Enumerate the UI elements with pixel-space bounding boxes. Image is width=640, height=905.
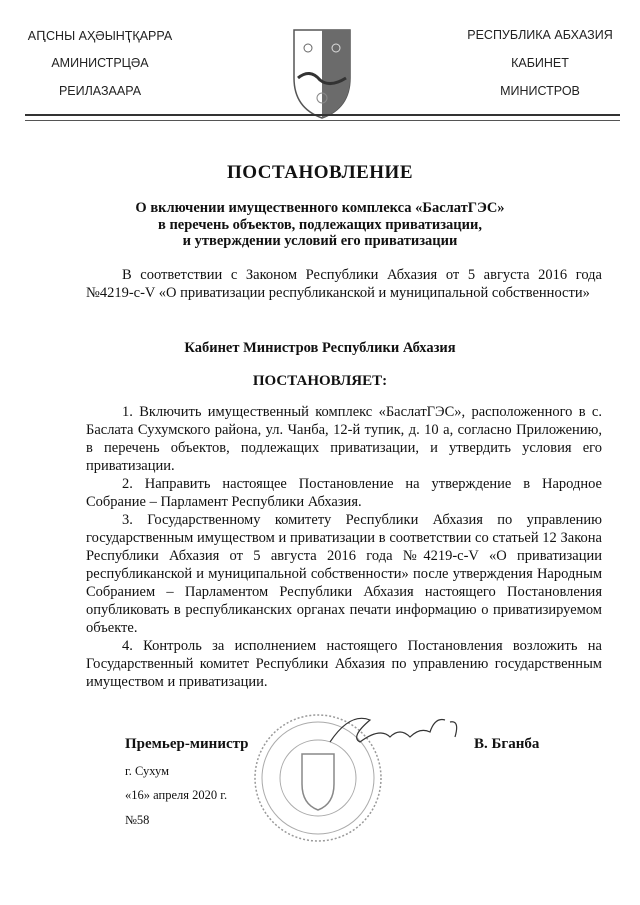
coat-of-arms-icon xyxy=(290,28,354,120)
header-right-line: РЕСПУБЛИКА АБХАЗИЯ xyxy=(467,28,613,42)
issuer: Кабинет Министров Республики Абхазия xyxy=(184,340,456,356)
header-right-line: КАБИНЕТ xyxy=(511,56,569,70)
issue-city: г. Сухум xyxy=(125,764,170,778)
header-left xyxy=(0,28,200,112)
preamble xyxy=(86,266,602,302)
document-number: №58 xyxy=(125,813,150,827)
header-right-line: МИНИСТРОВ xyxy=(500,84,580,98)
header-left-line: АМИНИСТРЦӘА xyxy=(51,56,149,70)
resolves-heading: ПОСТАНОВЛЯЕТ: xyxy=(252,373,388,389)
resolution-item: 3. Государственному комитету Республики Абхазия по управлению государственным имуществом и приватизации в соответствии со статьей 12 Закона Республики Абхазия от 5 августа 2016 года №4219-с-V «О приватизации республиканской и муниципальной собственности» после утверждения Народным Собранием – Парламентом Республики Абхазия настоящего Постановления опубликовать в республиканских органах печати информацию о приватизируемом объекте. xyxy=(86,512,602,636)
issue-date: «16» апреля 2020 г. xyxy=(125,788,228,802)
resolution-items xyxy=(86,403,602,691)
header-right xyxy=(440,28,640,112)
document-title: ПОСТАНОВЛЕНИЕ xyxy=(226,162,414,183)
preamble-text: В соответствии с Законом Республики Абхазия от 5 августа 2016 года №4219-с-V «О приватизации республиканской и муниципальной собственности» xyxy=(86,267,602,301)
resolution-item: 4. Контроль за исполнением настоящего Постановления возложить на Государственный комитет Республики Абхазия по управлению государственным имуществом и приватизации. xyxy=(86,638,602,690)
header-divider xyxy=(25,114,620,121)
signatory-name: В. Бганба xyxy=(474,736,540,752)
document-subtitle xyxy=(0,200,640,250)
signatory-position: Премьер-министр xyxy=(125,736,249,752)
subtitle-line: и утверждении условий его приватизации xyxy=(182,233,458,249)
header-left-line: АԤСНЫ АҲӘЫНҬҚАРРА xyxy=(27,29,173,43)
resolution-item: 2. Направить настоящее Постановление на утверждение в Народное Собрание – Парламент Республики Абхазия. xyxy=(86,476,602,510)
subtitle-line: в перечень объектов, подлежащих приватизации, xyxy=(158,216,482,233)
subtitle-line: О включении имущественного комплекса «БаслатГЭС» xyxy=(135,200,505,216)
handwritten-signature xyxy=(320,712,470,752)
resolution-item: 1. Включить имущественный комплекс «БаслатГЭС», расположенного в с. Баслата Сухумского района, ул. Чанба, 12-й тупик, д. 10 а, согласно Приложению, в перечень объектов, подлежащих приватизации, и утвердить условия его приватизации. xyxy=(86,404,602,474)
header-left-line: РЕИЛАЗААРА xyxy=(58,84,142,98)
